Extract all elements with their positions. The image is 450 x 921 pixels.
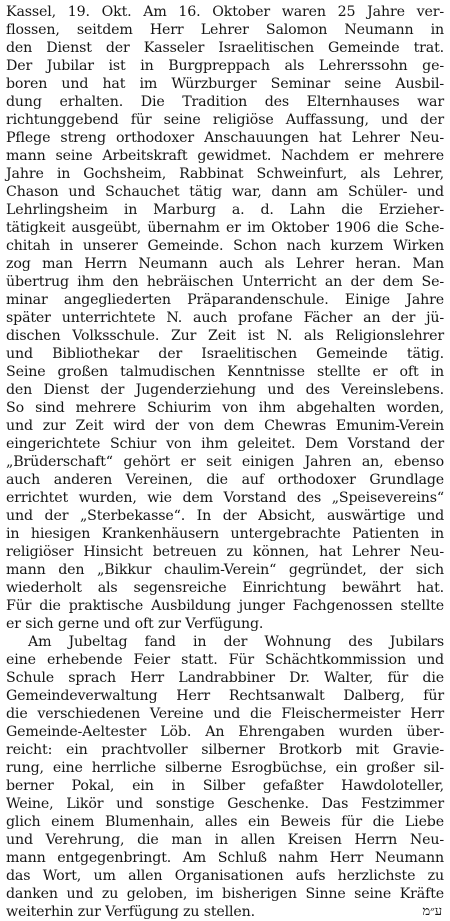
article-line: mann seine Arbeitskraft gewidmet. Nachdem er mehrere xyxy=(6,148,444,164)
article-line: boren und hat im Würzburger Seminar seine Ausbil- xyxy=(6,76,444,92)
article-line: reicht: ein prachtvoller silberner Brotkorb mit Gravie- xyxy=(6,742,444,758)
article-line: religiöser Hinsicht betreuen zu können, hat Lehrer Neu- xyxy=(6,544,444,560)
article-line: tätigkeit ausgeübt, übernahm er im Oktober 1906 die Sche- xyxy=(6,220,444,236)
article-line: in hiesigen Krankenhäusern untergebrachte Patienten in xyxy=(6,526,444,542)
article-line: zog man Herrn Neumann auch als Lehrer heran. Man xyxy=(6,256,444,272)
article-line: und Bibliothekar der Israelitischen Gemeinde tätig. xyxy=(6,346,444,362)
article-line: den Dienst der Jugenderziehung und des Vereinslebens. xyxy=(6,382,444,398)
article-line: eingerichtete Schiur von ihm geleitet. Dem Vorstand der xyxy=(6,436,444,452)
article-line: auch anderen Vereinen, die auf orthodoxer Grundlage xyxy=(6,472,444,488)
article-line: den Dienst der Kasseler Israelitischen Gemeinde trat. xyxy=(6,40,444,56)
article-line: später unterrichtete N. auch profane Fächer an der jü- xyxy=(6,310,444,326)
article-line: Weine, Likör und sonstige Geschenke. Das Festzimmer xyxy=(6,796,444,812)
article-final-text: weiterhin zur Verfügung zu stellen. xyxy=(6,904,256,920)
article-line: übertrug ihm den hebräischen Unterricht an der dem Se- xyxy=(6,274,444,290)
article-line: das Wort, um allen Organisationen aufs herzlichste zu xyxy=(6,868,444,884)
article-line: chitah in unserer Gemeinde. Schon nach kurzem Wirken xyxy=(6,238,444,254)
article-line: richtunggebend für seine religiöse Auffassung, und der xyxy=(6,112,444,128)
article-line: und der „Sterbekasse“. In der Absicht, auswärtige und xyxy=(6,508,444,524)
article-line: Gemeinde-Aeltester Löb. An Ehrengaben wurden über- xyxy=(6,724,444,740)
article-line: die verschiedenen Vereine und die Fleischermeister Herr xyxy=(6,706,444,722)
article-line: Lehrlingsheim in Marburg a. d. Lahn die Erzieher- xyxy=(6,202,444,218)
article-line: dung erhalten. Die Tradition des Elternhauses war xyxy=(6,94,444,110)
article-line: Schule sprach Herr Landrabbiner Dr. Walter, für die xyxy=(6,670,444,686)
newspaper-article xyxy=(6,3,444,920)
article-line: Jahre in Gochsheim, Rabbinat Schweinfurt, als Lehrer, xyxy=(6,166,444,182)
article-line: berner Pokal, ein in Silber gefaßter Hawdoloteller, xyxy=(6,778,444,794)
article-line: flossen, seitdem Herr Lehrer Salomon Neumann in xyxy=(6,22,444,38)
article-line: glich einem Blumenhain, alles ein Beweis für die Liebe xyxy=(6,814,444,830)
article-line: und zur Zeit wird der von dem Chewras Emunim-Verein xyxy=(6,418,444,434)
article-line: Für die praktische Ausbildung junger Fachgenossen stellte xyxy=(6,598,444,614)
article-line: Kassel, 19. Okt. Am 16. Oktober waren 25 Jahre ver- xyxy=(6,4,444,20)
article-line: errichtet wurden, wie dem Vorstand des „Speisevereins“ xyxy=(6,490,444,506)
article-line: minar angegliederten Präparandenschule. Einige Jahre xyxy=(6,292,444,308)
article-line: Chason und Schauchet tätig war, dann am Schüler- und xyxy=(6,184,444,200)
article-line: danken und zu geloben, im bisherigen Sinne seine Kräfte xyxy=(6,886,444,902)
article-line: mann entgegenbringt. Am Schluß nahm Herr Neumann xyxy=(6,850,444,866)
article-line: „Brüderschaft“ gehört er seit einigen Jahren an, ebenso xyxy=(6,454,444,470)
article-line: Pflege streng orthodoxer Anschauungen hat Lehrer Neu- xyxy=(6,130,444,146)
article-line: und Verehrung, die man in allen Kreisen Herrn Neu- xyxy=(6,832,444,848)
article-closing-line xyxy=(6,903,444,921)
article-line: dischen Volksschule. Zur Zeit ist N. als Religionslehrer xyxy=(6,328,444,344)
article-line: mann den „Bikkur chaulim-Verein“ gegründet, der sich xyxy=(6,562,444,578)
author-signature: ע״מ xyxy=(422,904,442,919)
article-line: wiederholt als segensreiche Einrichtung bewährt hat. xyxy=(6,580,444,596)
article-line: So sind mehrere Schiurim von ihm abgehalten worden, xyxy=(6,400,444,416)
article-line: Der Jubilar ist in Burgpreppach als Lehrerssohn ge- xyxy=(6,58,444,74)
article-line: rung, eine herrliche silberne Esrogbüchse, ein großer sil- xyxy=(6,760,444,776)
article-line: Gemeindeverwaltung Herr Rechtsanwalt Dalberg, für xyxy=(6,688,444,704)
article-line: eine erhebende Feier statt. Für Schächtkommission und xyxy=(6,652,444,668)
article-line: Am Jubeltag fand in der Wohnung des Jubilars xyxy=(28,634,444,650)
article-line: Seine großen talmudischen Kenntnisse stellte er oft in xyxy=(6,364,444,380)
article-line: er sich gerne und oft zur Verfügung. xyxy=(6,616,264,632)
